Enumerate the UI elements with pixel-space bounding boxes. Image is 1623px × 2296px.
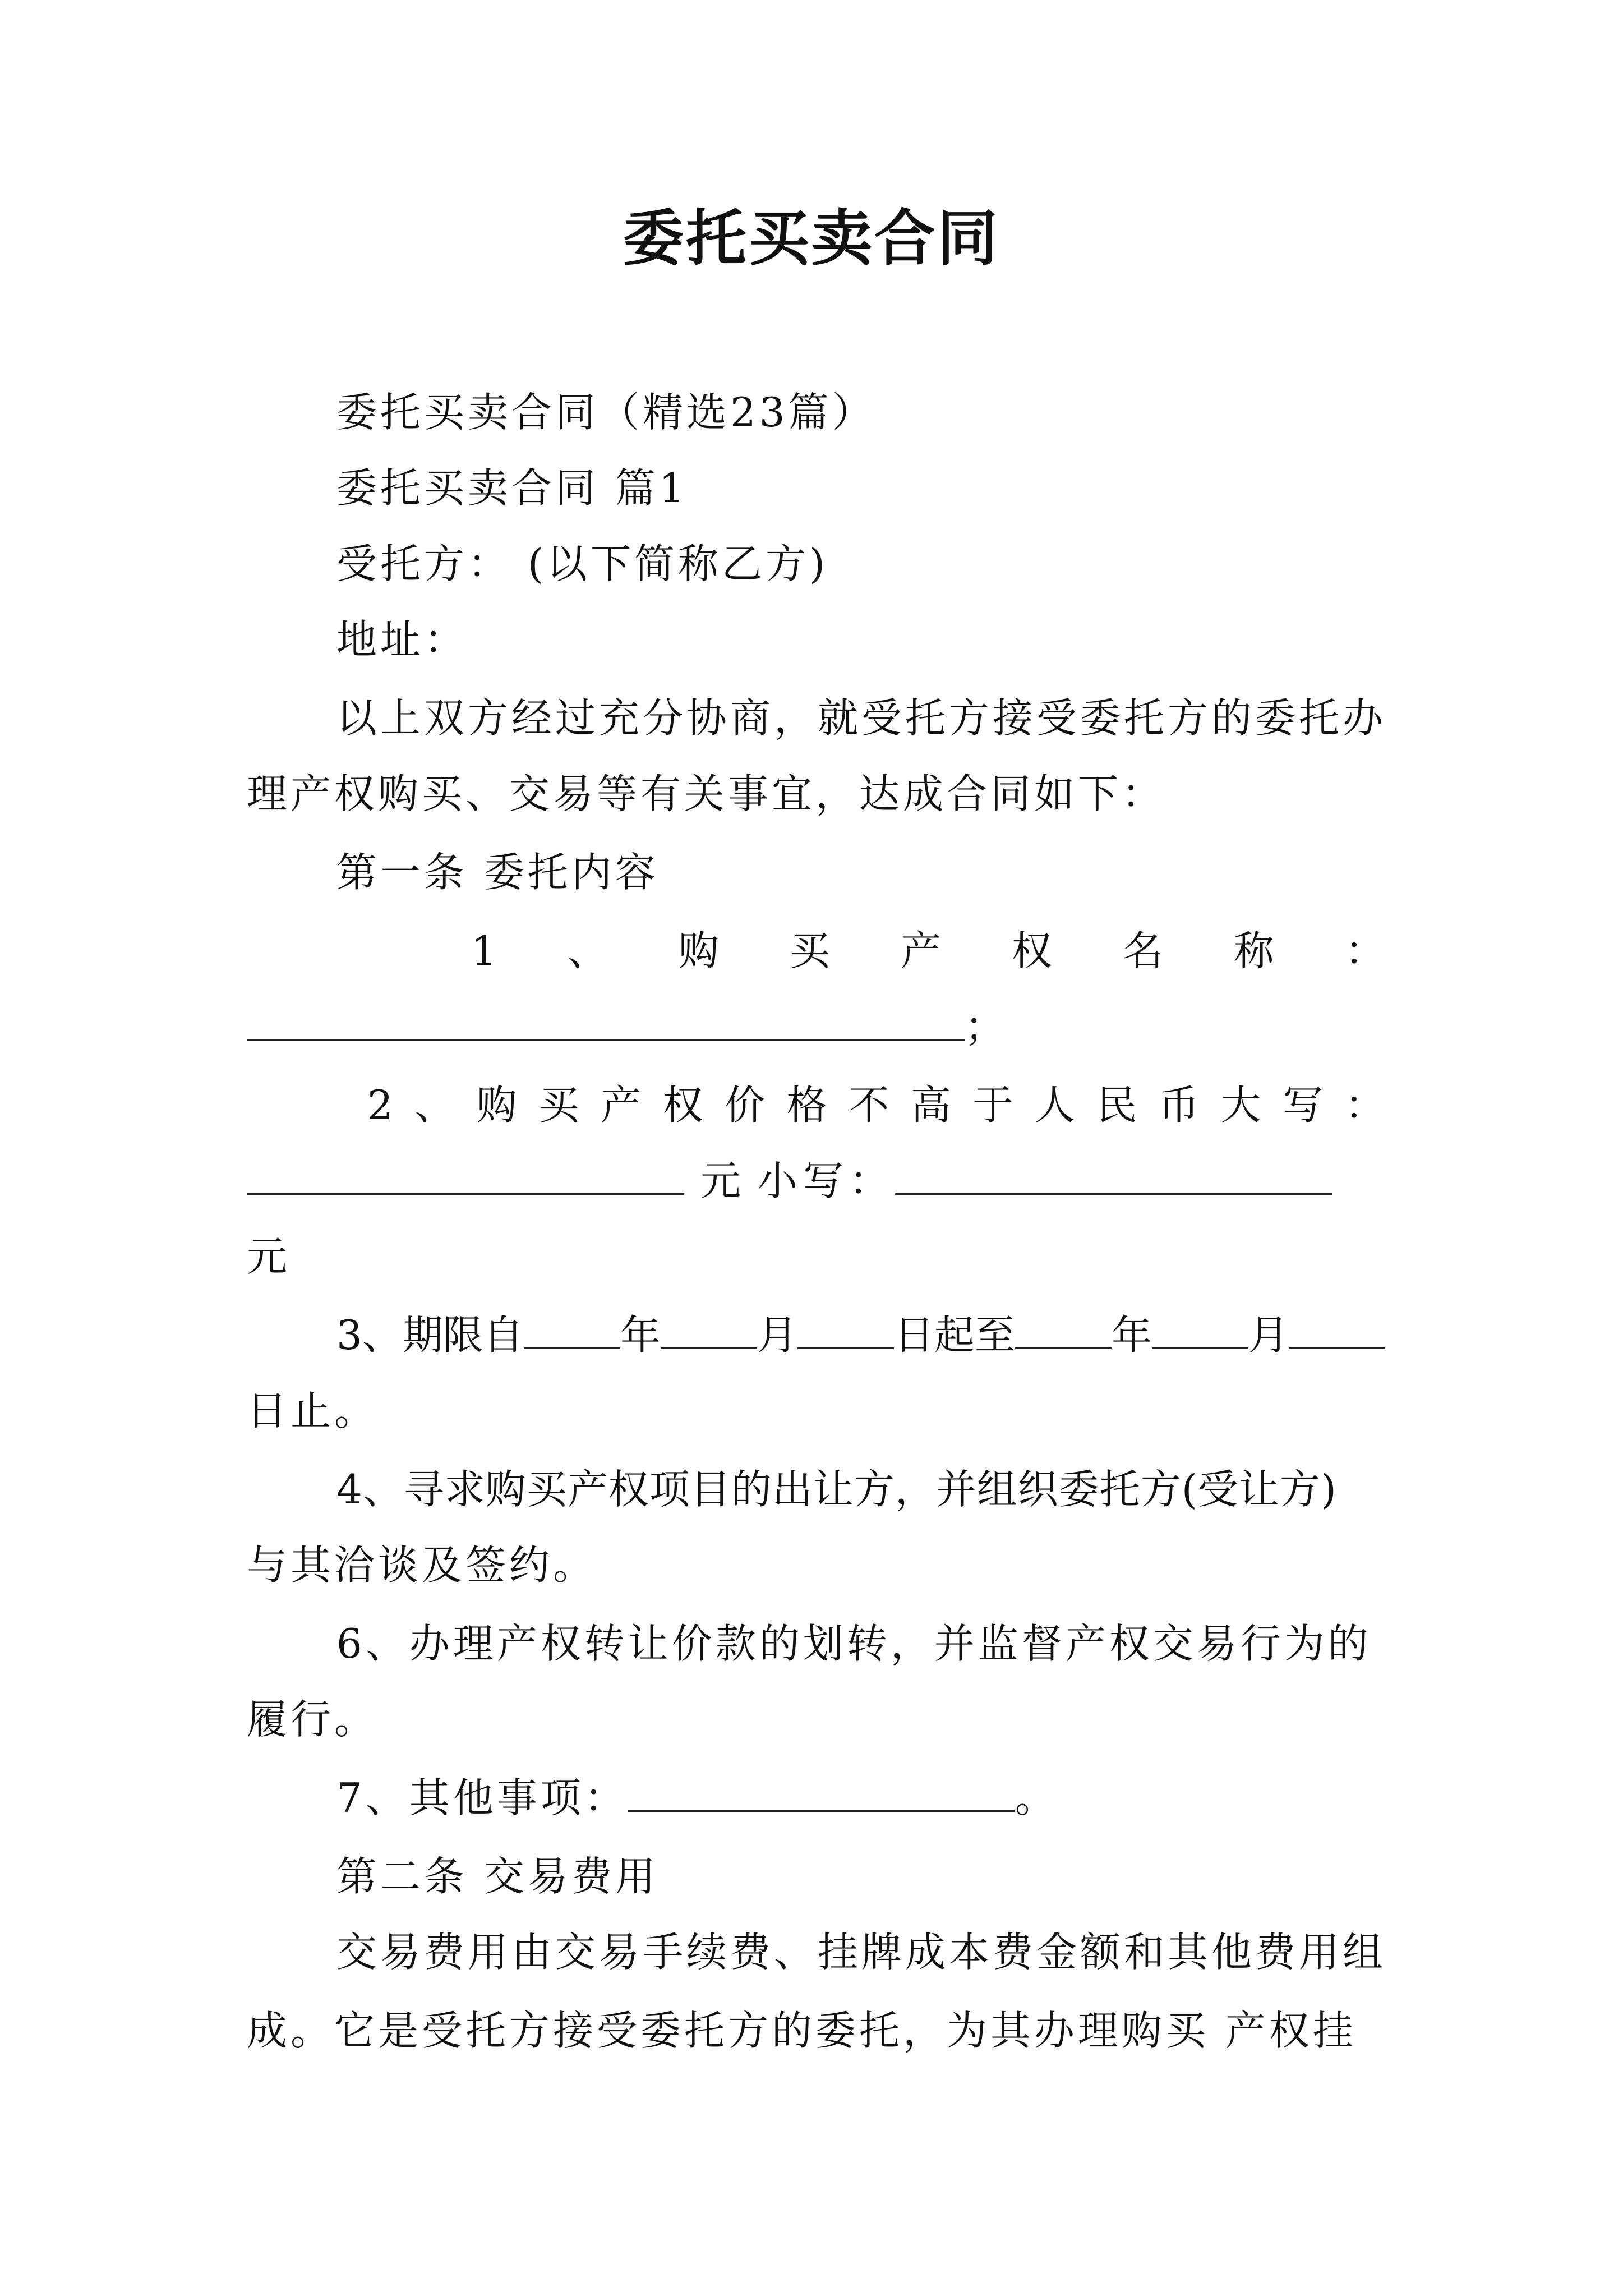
document-title: 委托买卖合同 bbox=[623, 203, 1000, 274]
item-3-month1: 月 bbox=[757, 1312, 797, 1359]
item-2-char: 不 bbox=[849, 1082, 889, 1129]
item-2-char: ： bbox=[1344, 1082, 1385, 1129]
item-6-line-2: 履行。 bbox=[247, 1696, 379, 1743]
article-1-heading: 第一条 委托内容 bbox=[336, 849, 659, 896]
intro-line-1: 以上双方经过充分协商，就受托方接受委托方的委托办 bbox=[336, 694, 1387, 742]
item-2-yuan: 元 bbox=[700, 1157, 741, 1204]
item-3-month2: 月 bbox=[1248, 1312, 1289, 1359]
item-2-blank-small bbox=[895, 1157, 1332, 1195]
item-2-amount-line bbox=[247, 1150, 1385, 1212]
item-1-char: 买 bbox=[789, 927, 830, 974]
item-2-char: 大 bbox=[1220, 1082, 1261, 1129]
item-2-label-line bbox=[247, 1074, 1385, 1136]
trustee-line: 受托方： (以下简称乙方) bbox=[336, 540, 829, 587]
item-2-char: 写 bbox=[1283, 1082, 1324, 1129]
item-1-label-line bbox=[247, 920, 1385, 982]
item-3-line bbox=[247, 1304, 1385, 1366]
item-4-line-2: 与其洽谈及签约。 bbox=[247, 1542, 597, 1589]
item-1-char: 权 bbox=[1011, 927, 1052, 974]
item-7-blank bbox=[628, 1774, 1015, 1812]
item-2-char: 产 bbox=[601, 1082, 642, 1129]
item-2-char: 买 bbox=[538, 1082, 579, 1129]
item-2-char: 、 bbox=[414, 1082, 455, 1129]
subtitle: 委托买卖合同（精选23篇） bbox=[336, 389, 876, 436]
item-2-blank-capital bbox=[247, 1157, 684, 1195]
item-2-char: 币 bbox=[1159, 1082, 1200, 1129]
item-2-char: 民 bbox=[1096, 1082, 1137, 1129]
item-3-prefix: 3、期限自 bbox=[336, 1312, 524, 1359]
item-2-char: 于 bbox=[972, 1082, 1013, 1129]
item-2-small-label: 小写： bbox=[757, 1157, 896, 1204]
item-3-end: 日止。 bbox=[247, 1387, 379, 1434]
item-2-end: 元 bbox=[247, 1233, 288, 1280]
item-4-line-1: 4、寻求购买产权项目的出让方，并组织委托方(受让方) bbox=[336, 1466, 1337, 1513]
item-7-line bbox=[247, 1767, 1385, 1829]
item-3-blank-month1 bbox=[661, 1312, 757, 1349]
item-3-year1: 年 bbox=[620, 1312, 661, 1359]
section-heading: 委托买卖合同 篇1 bbox=[336, 464, 688, 512]
article-2-line-1: 交易费用由交易手续费、挂牌成本费金额和其他费用组 bbox=[336, 1929, 1387, 1976]
item-1-end: ； bbox=[965, 1003, 1006, 1050]
item-1-char: 产 bbox=[900, 927, 941, 974]
item-1-char: 1 bbox=[471, 927, 497, 974]
intro-line-2: 理产权购买、交易等有关事宜，达成合同如下： bbox=[247, 770, 1166, 817]
article-2-line-2: 成。它是受托方接受委托方的委托，为其办理购买 产权挂 bbox=[247, 2007, 1357, 2054]
item-1-char: 称 bbox=[1233, 927, 1274, 974]
item-2-char: 人 bbox=[1034, 1082, 1075, 1129]
item-1-char: 名 bbox=[1122, 927, 1163, 974]
item-1-char: ： bbox=[1344, 927, 1385, 974]
item-3-blank-day1 bbox=[797, 1312, 894, 1349]
item-2-char: 高 bbox=[910, 1082, 951, 1129]
item-3-mid: 日起至 bbox=[893, 1312, 1015, 1359]
item-1-blank bbox=[247, 1003, 965, 1041]
item-1-blank-line bbox=[247, 996, 1385, 1057]
article-2-heading: 第二条 交易费用 bbox=[336, 1853, 659, 1900]
item-3-blank-year2 bbox=[1015, 1312, 1112, 1349]
item-3-year2: 年 bbox=[1111, 1312, 1152, 1359]
item-6-line-1: 6、办理产权转让价款的划转，并监督产权交易行为的 bbox=[336, 1620, 1372, 1667]
item-3-blank-day2 bbox=[1289, 1312, 1385, 1349]
item-1-char: 、 bbox=[567, 927, 608, 974]
item-2-char: 2 bbox=[367, 1082, 393, 1129]
item-2-char: 购 bbox=[476, 1082, 517, 1129]
item-3-blank-month2 bbox=[1152, 1312, 1248, 1349]
item-7-prefix: 7、其他事项： bbox=[336, 1774, 628, 1821]
item-7-end: 。 bbox=[1015, 1774, 1059, 1821]
address-line: 地址： bbox=[336, 616, 468, 663]
item-3-blank-year1 bbox=[524, 1312, 620, 1349]
item-1-char: 购 bbox=[678, 927, 719, 974]
item-2-char: 格 bbox=[786, 1082, 827, 1129]
item-2-char: 价 bbox=[725, 1082, 766, 1129]
item-2-char: 权 bbox=[662, 1082, 703, 1129]
